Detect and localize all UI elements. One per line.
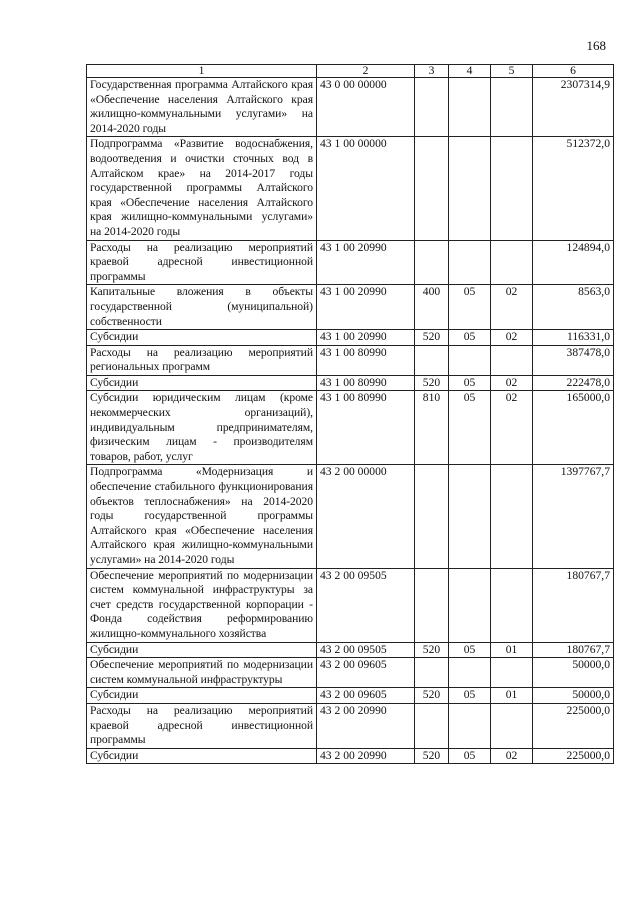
table-row bbox=[87, 688, 614, 704]
item-name-cell: Расходы на реализацию мероприятий краевой адресной инвестиционной программы bbox=[87, 240, 317, 285]
table-row bbox=[87, 703, 614, 748]
subsection-cell bbox=[491, 658, 533, 688]
amount-cell: 124894,0 bbox=[533, 240, 614, 285]
table-row bbox=[87, 137, 614, 240]
amount-cell: 180767,7 bbox=[533, 642, 614, 658]
section-cell bbox=[449, 345, 491, 375]
section-cell bbox=[449, 465, 491, 568]
target-code-cell: 43 2 00 09505 bbox=[317, 642, 415, 658]
column-header: 6 bbox=[533, 65, 614, 78]
target-code-cell: 43 1 00 00000 bbox=[317, 137, 415, 240]
target-code-cell: 43 2 00 09605 bbox=[317, 658, 415, 688]
table-row bbox=[87, 345, 614, 375]
section-cell bbox=[449, 658, 491, 688]
section-cell bbox=[449, 703, 491, 748]
subsection-cell bbox=[491, 78, 533, 137]
target-code-cell: 43 2 00 00000 bbox=[317, 465, 415, 568]
section-cell: 05 bbox=[449, 642, 491, 658]
expense-type-cell: 520 bbox=[415, 688, 449, 704]
item-name-cell: Подпрограмма «Модернизация и обеспечение стабильного функционирования объектов теплоснабжения» на 2014-2020 годы государственной программы Алтайского края «Обеспечение населения Алтайского края жилищно-коммунальными услугами» на 2014-2020 годы bbox=[87, 465, 317, 568]
expense-type-cell bbox=[415, 240, 449, 285]
subsection-cell bbox=[491, 137, 533, 240]
target-code-cell: 43 2 00 20990 bbox=[317, 748, 415, 764]
amount-cell: 50000,0 bbox=[533, 688, 614, 704]
amount-cell: 1397767,7 bbox=[533, 465, 614, 568]
section-cell: 05 bbox=[449, 748, 491, 764]
expense-type-cell bbox=[415, 658, 449, 688]
target-code-cell: 43 2 00 09505 bbox=[317, 568, 415, 642]
subsection-cell: 02 bbox=[491, 748, 533, 764]
expense-type-cell: 520 bbox=[415, 642, 449, 658]
table-row bbox=[87, 375, 614, 391]
target-code-cell: 43 2 00 09605 bbox=[317, 688, 415, 704]
amount-cell: 225000,0 bbox=[533, 703, 614, 748]
section-cell: 05 bbox=[449, 285, 491, 330]
item-name-cell: Государственная программа Алтайского края «Обеспечение населения Алтайского края жилищно-коммунальными услугами» на 2014-2020 годы bbox=[87, 78, 317, 137]
budget-table bbox=[86, 64, 614, 764]
table-row bbox=[87, 748, 614, 764]
item-name-cell: Расходы на реализацию мероприятий краевой адресной инвестиционной программы bbox=[87, 703, 317, 748]
expense-type-cell bbox=[415, 568, 449, 642]
section-cell: 05 bbox=[449, 391, 491, 465]
amount-cell: 225000,0 bbox=[533, 748, 614, 764]
expense-type-cell: 400 bbox=[415, 285, 449, 330]
subsection-cell bbox=[491, 703, 533, 748]
target-code-cell: 43 2 00 20990 bbox=[317, 703, 415, 748]
section-cell bbox=[449, 137, 491, 240]
subsection-cell: 02 bbox=[491, 285, 533, 330]
column-header: 1 bbox=[87, 65, 317, 78]
target-code-cell: 43 1 00 20990 bbox=[317, 330, 415, 346]
target-code-cell: 43 1 00 80990 bbox=[317, 345, 415, 375]
column-header: 5 bbox=[491, 65, 533, 78]
section-cell: 05 bbox=[449, 375, 491, 391]
item-name-cell: Субсидии bbox=[87, 642, 317, 658]
table-row bbox=[87, 568, 614, 642]
target-code-cell: 43 1 00 80990 bbox=[317, 375, 415, 391]
amount-cell: 512372,0 bbox=[533, 137, 614, 240]
column-header: 4 bbox=[449, 65, 491, 78]
item-name-cell: Подпрограмма «Развитие водоснабжения, водоотведения и очистки сточных вод в Алтайском крае» на 2014-2017 годы государственной программы Алтайского края «Обеспечение населения Алтайского края жилищно-коммунальными услугами» на 2014-2020 годы bbox=[87, 137, 317, 240]
section-cell bbox=[449, 78, 491, 137]
header-row bbox=[87, 65, 614, 78]
amount-cell: 2307314,9 bbox=[533, 78, 614, 137]
subsection-cell bbox=[491, 240, 533, 285]
amount-cell: 8563,0 bbox=[533, 285, 614, 330]
section-cell bbox=[449, 240, 491, 285]
subsection-cell: 01 bbox=[491, 688, 533, 704]
subsection-cell bbox=[491, 568, 533, 642]
column-header: 2 bbox=[317, 65, 415, 78]
section-cell: 05 bbox=[449, 688, 491, 704]
subsection-cell: 02 bbox=[491, 375, 533, 391]
table-row bbox=[87, 465, 614, 568]
item-name-cell: Субсидии bbox=[87, 330, 317, 346]
item-name-cell: Обеспечение мероприятий по модернизации систем коммунальной инфраструктуры bbox=[87, 658, 317, 688]
table-row bbox=[87, 78, 614, 137]
amount-cell: 165000,0 bbox=[533, 391, 614, 465]
expense-type-cell bbox=[415, 703, 449, 748]
item-name-cell: Обеспечение мероприятий по модернизации систем коммунальной инфраструктуры за счет средств государственной корпорации - Фонда содействия реформированию жилищно-коммунального хозяйства bbox=[87, 568, 317, 642]
amount-cell: 222478,0 bbox=[533, 375, 614, 391]
table-row bbox=[87, 330, 614, 346]
expense-type-cell bbox=[415, 345, 449, 375]
target-code-cell: 43 1 00 80990 bbox=[317, 391, 415, 465]
amount-cell: 387478,0 bbox=[533, 345, 614, 375]
expense-type-cell: 520 bbox=[415, 375, 449, 391]
item-name-cell: Субсидии bbox=[87, 748, 317, 764]
expense-type-cell: 520 bbox=[415, 748, 449, 764]
amount-cell: 180767,7 bbox=[533, 568, 614, 642]
target-code-cell: 43 0 00 00000 bbox=[317, 78, 415, 137]
table-row bbox=[87, 391, 614, 465]
expense-type-cell bbox=[415, 78, 449, 137]
amount-cell: 50000,0 bbox=[533, 658, 614, 688]
expense-type-cell bbox=[415, 465, 449, 568]
subsection-cell bbox=[491, 465, 533, 568]
page-number: 168 bbox=[586, 38, 606, 53]
target-code-cell: 43 1 00 20990 bbox=[317, 240, 415, 285]
target-code-cell: 43 1 00 20990 bbox=[317, 285, 415, 330]
subsection-cell: 01 bbox=[491, 642, 533, 658]
subsection-cell: 02 bbox=[491, 391, 533, 465]
section-cell: 05 bbox=[449, 330, 491, 346]
expense-type-cell bbox=[415, 137, 449, 240]
section-cell bbox=[449, 568, 491, 642]
table-row bbox=[87, 240, 614, 285]
subsection-cell bbox=[491, 345, 533, 375]
item-name-cell: Субсидии bbox=[87, 375, 317, 391]
amount-cell: 116331,0 bbox=[533, 330, 614, 346]
item-name-cell: Капитальные вложения в объекты государственной (муниципальной) собственности bbox=[87, 285, 317, 330]
subsection-cell: 02 bbox=[491, 330, 533, 346]
expense-type-cell: 520 bbox=[415, 330, 449, 346]
table-row bbox=[87, 642, 614, 658]
item-name-cell: Расходы на реализацию мероприятий региональных программ bbox=[87, 345, 317, 375]
table-row bbox=[87, 285, 614, 330]
column-header: 3 bbox=[415, 65, 449, 78]
item-name-cell: Субсидии юридическим лицам (кроме некоммерческих организаций), индивидуальным предпринимателям, физическим лицам - производителям товаров, работ, услуг bbox=[87, 391, 317, 465]
table-row bbox=[87, 658, 614, 688]
expense-type-cell: 810 bbox=[415, 391, 449, 465]
item-name-cell: Субсидии bbox=[87, 688, 317, 704]
